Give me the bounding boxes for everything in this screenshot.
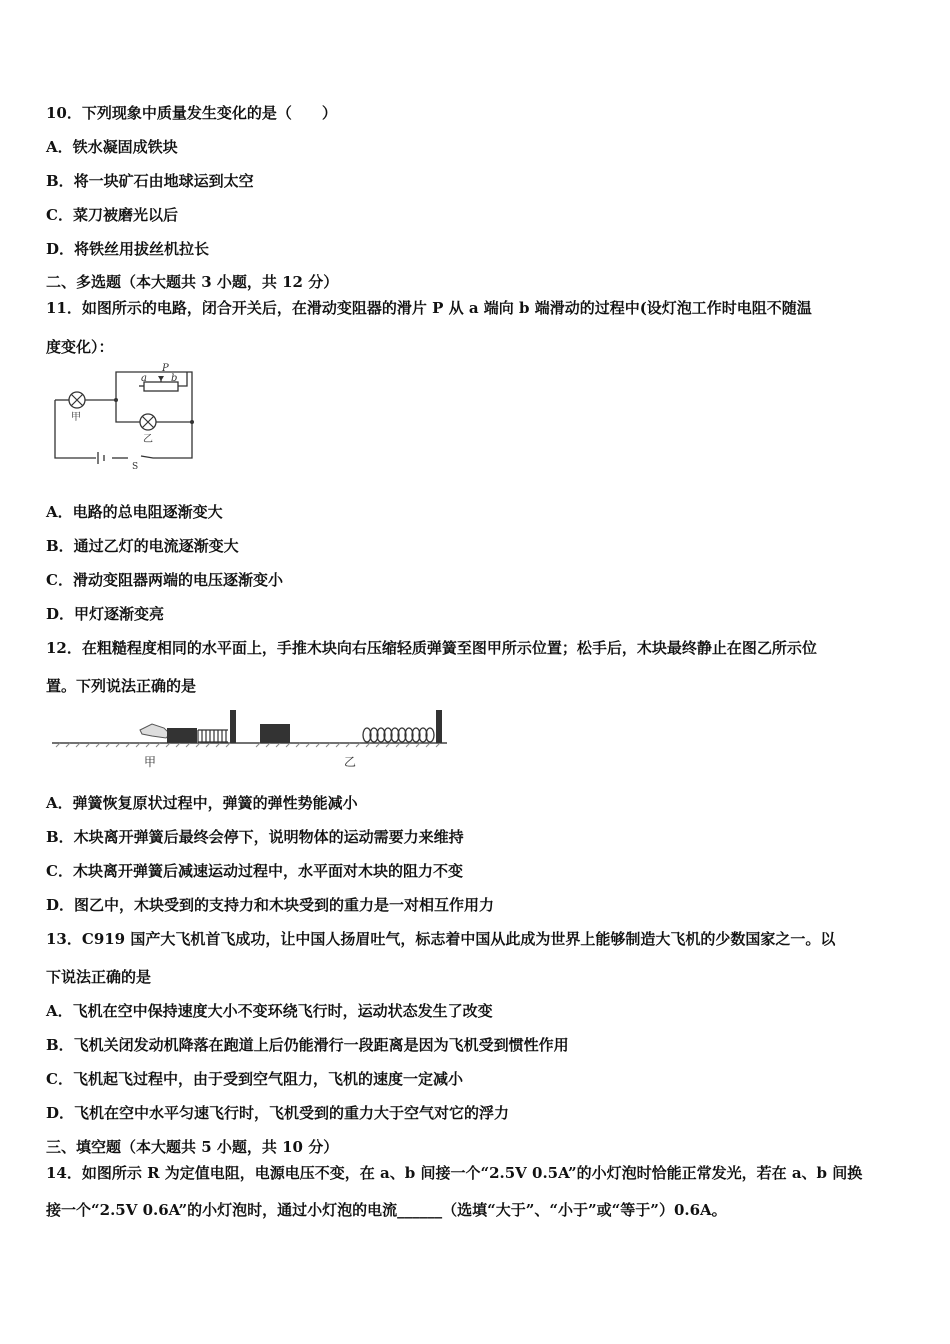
q11-label-yi: 乙 — [143, 434, 153, 445]
q12-stem-line1: 12．在粗糙程度相同的水平面上，手推木块向右压缩轻质弹簧至图甲所示位置；松手后，木块最终静止在图乙所示位 — [46, 639, 817, 657]
q12-option-d: D．图乙中，木块受到的支持力和木块受到的重力是一对相互作用力 — [46, 896, 495, 914]
q12-option-c: C．木块离开弹簧后减速运动过程中，水平面对木块的阻力不变 — [46, 862, 463, 880]
q12-block-jia — [167, 728, 197, 743]
q12-option-b: B．木块离开弹簧后最终会停下，说明物体的运动需要力来维持 — [46, 828, 464, 846]
q11-label-b: b — [171, 373, 178, 384]
q12-label-jia: 甲 — [144, 755, 157, 769]
q14-stem-line2: 接一个“2.5V 0.6A”的小灯泡时，通过小灯泡的电流______（选填“大于”、“小于”或“等于”）0.6A。 — [46, 1201, 727, 1219]
q13-option-a: A．飞机在空中保持速度大小不变环绕飞行时，运动状态发生了改变 — [46, 1002, 493, 1020]
section-3-heading: 三、填空题（本大题共 5 小题，共 10 分） — [46, 1138, 339, 1156]
section-2-heading: 二、多选题（本大题共 3 小题，共 12 分） — [46, 273, 339, 291]
q11-circuit-figure — [48, 362, 208, 470]
q13-stem-line1: 13．C919 国产大飞机首飞成功，让中国人扬眉吐气，标志着中国从此成为世界上能够制造大飞机的少数国家之一。以 — [46, 930, 836, 948]
q11-label-p: P — [162, 363, 169, 374]
q12-stem-line2: 置。下列说法正确的是 — [46, 677, 197, 695]
q11-label-jia: 甲 — [71, 412, 81, 423]
q13-option-b: B．飞机关闭发动机降落在跑道上后仍能滑行一段距离是因为飞机受到惯性作用 — [46, 1036, 569, 1054]
q11-option-c: C．滑动变阻器两端的电压逐渐变小 — [46, 571, 283, 589]
q10-option-a: A．铁水凝固成铁块 — [46, 138, 178, 156]
q12-wall-jia — [230, 710, 236, 743]
q11-stem-line1: 11．如图所示的电路，闭合开关后，在滑动变阻器的滑片 P 从 a 端向 b 端滑动的过程中(设灯泡工作时电阻不随温 — [46, 299, 812, 317]
q12-label-yi: 乙 — [344, 755, 357, 769]
q12-block-yi — [260, 724, 290, 743]
q11-junction-dot — [190, 420, 194, 424]
q13-option-c: C．飞机起飞过程中，由于受到空气阻力，飞机的速度一定减小 — [46, 1070, 463, 1088]
q10-stem: 10．下列现象中质量发生变化的是（ ） — [46, 104, 337, 122]
q11-option-a: A．电路的总电阻逐渐变大 — [46, 503, 223, 521]
q11-junction-dot — [114, 398, 118, 402]
q12-wall-yi — [436, 710, 442, 743]
q12-spring-figure — [52, 708, 452, 772]
q11-option-b: B．通过乙灯的电流逐渐变大 — [46, 537, 239, 555]
q11-label-a: a — [141, 373, 147, 384]
q10-option-b: B．将一块矿石由地球运到太空 — [46, 172, 254, 190]
q12-hand-shape — [140, 724, 170, 738]
q11-stem-line2: 度变化）： — [46, 338, 114, 356]
q11-option-d: D．甲灯逐渐变亮 — [46, 605, 165, 623]
q10-option-c: C．菜刀被磨光以后 — [46, 206, 178, 224]
q10-option-d: D．将铁丝用拔丝机拉长 — [46, 240, 210, 258]
q12-option-a: A．弹簧恢复原状过程中，弹簧的弹性势能减小 — [46, 794, 358, 812]
q14-stem-line1: 14．如图所示 R 为定值电阻，电源电压不变，在 a、b 间接一个“2.5V 0.5A”的小灯泡时恰能正常发光，若在 a、b 间换 — [46, 1164, 863, 1182]
q11-label-s: S — [132, 462, 139, 470]
q13-option-d: D．飞机在空中水平匀速飞行时，飞机受到的重力大于空气对它的浮力 — [46, 1104, 510, 1122]
q13-stem-line2: 下说法正确的是 — [46, 968, 152, 986]
